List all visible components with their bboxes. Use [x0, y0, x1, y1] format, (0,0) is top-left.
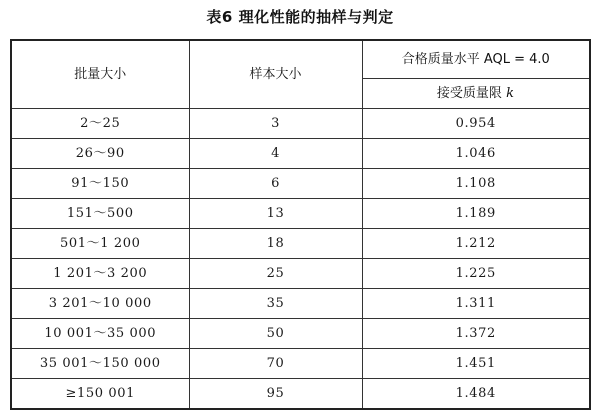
cell-batch-size: 3 201～10 000: [11, 289, 189, 319]
table-row: [11, 319, 590, 349]
header-sample-size: 样本大小: [189, 40, 362, 109]
header-k: [362, 79, 590, 109]
table-body: [11, 109, 590, 410]
cell-batch-size: 10 001～35 000: [11, 319, 189, 349]
header-batch-size: 批量大小: [11, 40, 189, 109]
cell-batch-size: 2～25: [11, 109, 189, 139]
cell-batch-size: 501～1 200: [11, 229, 189, 259]
table-caption: 表6 理化性能的抽样与判定: [206, 8, 394, 26]
cell-sample-size: 4: [189, 139, 362, 169]
table-row: [11, 199, 590, 229]
cell-k-value: 1.311: [362, 289, 590, 319]
sampling-table: [10, 39, 591, 410]
header-aql: 合格质量水平 AQL = 4.0: [362, 40, 590, 79]
cell-k-value: 1.189: [362, 199, 590, 229]
table-row: [11, 169, 590, 199]
cell-batch-size: 91～150: [11, 169, 189, 199]
cell-k-value: 1.484: [362, 379, 590, 410]
table-row: [11, 139, 590, 169]
cell-k-value: 1.046: [362, 139, 590, 169]
cell-sample-size: 6: [189, 169, 362, 199]
table-row: [11, 109, 590, 139]
cell-batch-size: 35 001～150 000: [11, 349, 189, 379]
cell-sample-size: 18: [189, 229, 362, 259]
header-k-symbol: k: [506, 86, 515, 101]
cell-sample-size: 13: [189, 199, 362, 229]
table-row: [11, 349, 590, 379]
cell-k-value: 0.954: [362, 109, 590, 139]
cell-k-value: 1.451: [362, 349, 590, 379]
table-row: [11, 289, 590, 319]
cell-k-value: 1.212: [362, 229, 590, 259]
cell-sample-size: 70: [189, 349, 362, 379]
cell-sample-size: 3: [189, 109, 362, 139]
cell-batch-size: 151～500: [11, 199, 189, 229]
cell-sample-size: 35: [189, 289, 362, 319]
cell-batch-size: 1 201～3 200: [11, 259, 189, 289]
cell-k-value: 1.225: [362, 259, 590, 289]
cell-k-value: 1.372: [362, 319, 590, 349]
cell-batch-size: ≥150 001: [11, 379, 189, 410]
cell-k-value: 1.108: [362, 169, 590, 199]
header-k-label: 接受质量限: [436, 86, 502, 101]
cell-batch-size: 26～90: [11, 139, 189, 169]
table-row: [11, 259, 590, 289]
table-row: [11, 229, 590, 259]
cell-sample-size: 95: [189, 379, 362, 410]
cell-sample-size: 25: [189, 259, 362, 289]
cell-sample-size: 50: [189, 319, 362, 349]
table-row: [11, 379, 590, 410]
